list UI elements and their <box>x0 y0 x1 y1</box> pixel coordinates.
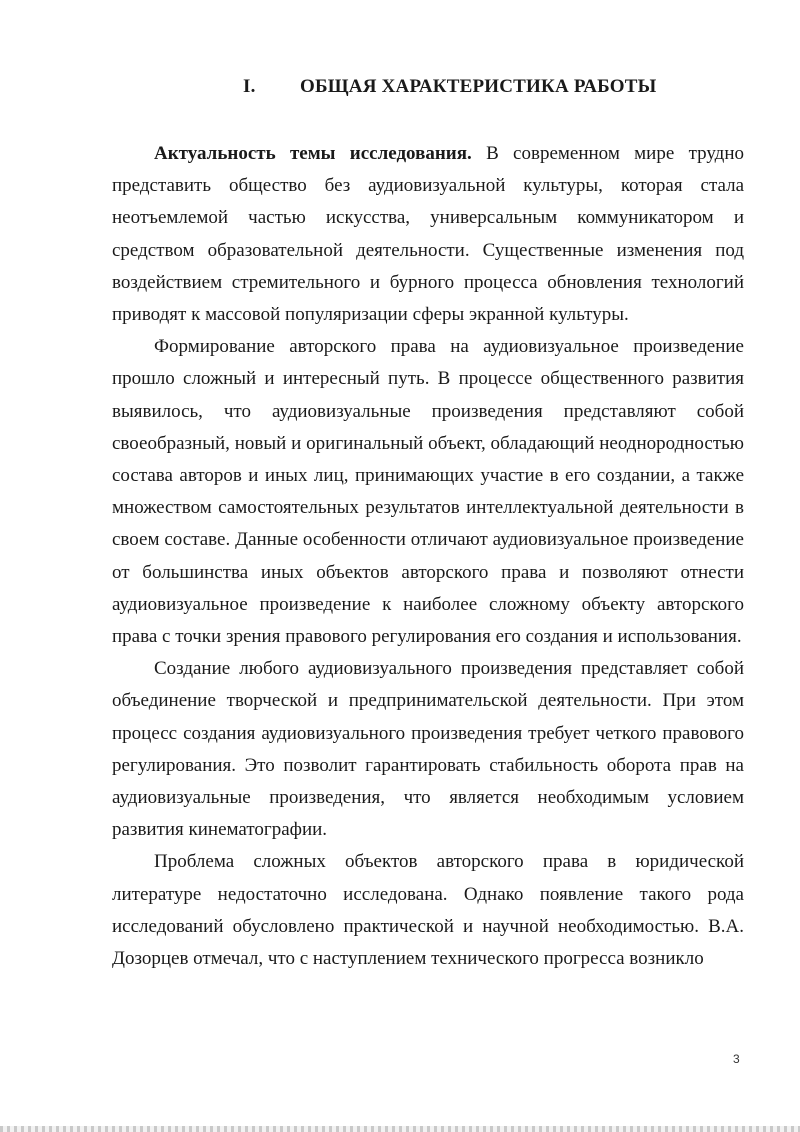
section-number: I. <box>243 76 256 97</box>
section-title: ОБЩАЯ ХАРАКТЕРИСТИКА РАБОТЫ <box>300 76 657 97</box>
scan-edge-artifact <box>0 1126 800 1132</box>
paragraph-creation: Создание любого аудиовизуального произведения представляет собой объединение творческой и предпринимательской деятельности. При этом процесс создания аудиовизуального произведения требует четкого правового регулирования. Это позволит гарантировать стабильность оборота прав на аудиовизуальные произведения, что является необходимым условием развития кинематографии. <box>112 658 744 841</box>
paragraph-relevance <box>112 138 744 331</box>
paragraph-copyright-formation: Формирование авторского права на аудиовизуальное произведение прошло сложный и интересный путь. В процессе общественного развития выявилось, что аудиовизуальные произведения представляют собой своеобразный, новый и оригинальный объект, обладающий неоднородностью состава авторов и иных лиц, принимающих участие в его создании, а также множеством самостоятельных результатов интеллектуальной деятельности в своем составе. Данные особенности отличают аудиовизуальное произведение от большинства иных объектов авторского права и позволяют отнести аудиовизуальное произведение к наиболее сложному объекту авторского права с точки зрения правового регулирования его создания и использования. <box>112 336 744 648</box>
page-number: 3 <box>733 1052 740 1066</box>
paragraph-problem: Проблема сложных объектов авторского права в юридической литературе недостаточно исследована. Однако появление такого рода исследований обусловлено практической и научной необходимостью. В.А. Дозорцев отмечал, что с наступлением технического прогресса возникло <box>112 851 744 970</box>
body-text <box>112 138 744 975</box>
paragraph-text: В современном мире трудно представить общество без аудиовизуальной культуры, которая стала неотъемлемой частью искусства, универсальным коммуникатором и средством образовательной деятельности. Существенные изменения под воздействием стремительного и бурного процесса обновления технологий приводят к массовой популяризации сферы экранной культуры. <box>112 143 744 326</box>
paragraph-bold-lead: Актуальность темы исследования. <box>154 143 472 164</box>
